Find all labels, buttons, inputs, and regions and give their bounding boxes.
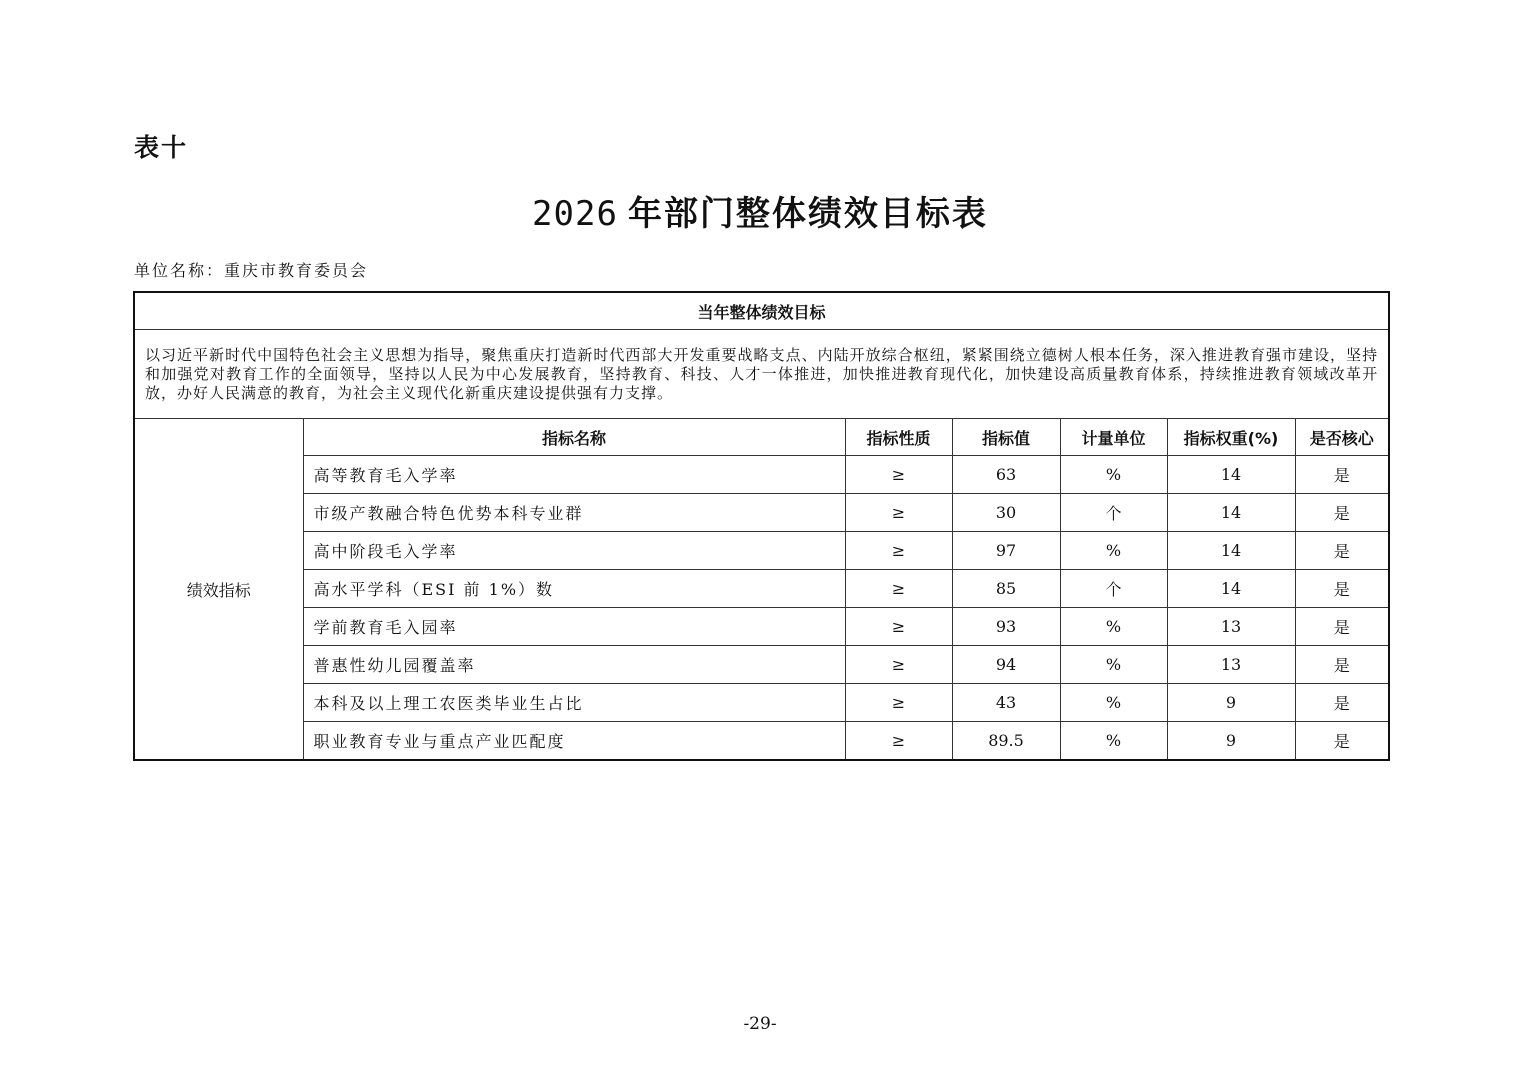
indicator-nature: ≥ xyxy=(845,494,952,532)
indicator-name: 学前教育毛入园率 xyxy=(303,608,845,646)
table-row xyxy=(134,684,1389,722)
indicator-weight: 13 xyxy=(1167,608,1295,646)
indicator-nature: ≥ xyxy=(845,608,952,646)
indicator-nature: ≥ xyxy=(845,456,952,494)
indicator-unit: 个 xyxy=(1060,570,1167,608)
title-main: 年部门整体绩效目标表 xyxy=(627,194,988,234)
goal-text-row xyxy=(134,330,1389,419)
table-row xyxy=(134,494,1389,532)
indicator-core: 是 xyxy=(1295,684,1389,722)
indicator-value: 63 xyxy=(952,456,1060,494)
page-title xyxy=(0,186,1520,235)
indicator-unit: % xyxy=(1060,532,1167,570)
column-header-row xyxy=(134,419,1389,456)
indicator-value: 30 xyxy=(952,494,1060,532)
indicator-core: 是 xyxy=(1295,570,1389,608)
table-row xyxy=(134,608,1389,646)
col-header-nature: 指标性质 xyxy=(845,419,952,456)
indicator-weight: 13 xyxy=(1167,646,1295,684)
indicator-unit: 个 xyxy=(1060,494,1167,532)
indicator-core: 是 xyxy=(1295,608,1389,646)
table-row xyxy=(134,646,1389,684)
indicator-unit: % xyxy=(1060,684,1167,722)
title-year: 2026 xyxy=(532,194,618,234)
indicator-value: 97 xyxy=(952,532,1060,570)
indicator-value: 94 xyxy=(952,646,1060,684)
table-row xyxy=(134,456,1389,494)
col-header-value: 指标值 xyxy=(952,419,1060,456)
indicator-nature: ≥ xyxy=(845,684,952,722)
indicator-unit: % xyxy=(1060,608,1167,646)
indicator-core: 是 xyxy=(1295,532,1389,570)
col-header-core: 是否核心 xyxy=(1295,419,1389,456)
section-header-row xyxy=(134,292,1389,330)
indicator-name: 职业教育专业与重点产业匹配度 xyxy=(303,722,845,761)
col-header-unit: 计量单位 xyxy=(1060,419,1167,456)
indicator-name: 高水平学科（ESI 前 1%）数 xyxy=(303,570,845,608)
indicator-core: 是 xyxy=(1295,722,1389,761)
indicator-value: 85 xyxy=(952,570,1060,608)
section-header: 当年整体绩效目标 xyxy=(134,292,1389,330)
table-row xyxy=(134,570,1389,608)
indicator-nature: ≥ xyxy=(845,646,952,684)
indicator-weight: 14 xyxy=(1167,570,1295,608)
indicator-name: 普惠性幼儿园覆盖率 xyxy=(303,646,845,684)
indicator-nature: ≥ xyxy=(845,722,952,761)
table-row xyxy=(134,532,1389,570)
indicator-core: 是 xyxy=(1295,646,1389,684)
unit-name-line: 单位名称：重庆市教育委员会 xyxy=(134,261,369,280)
indicator-value: 43 xyxy=(952,684,1060,722)
indicator-name: 市级产教融合特色优势本科专业群 xyxy=(303,494,845,532)
group-label-performance-indicators: 绩效指标 xyxy=(134,419,303,761)
page-number: -29- xyxy=(743,1014,777,1034)
indicator-core: 是 xyxy=(1295,494,1389,532)
indicator-value: 89.5 xyxy=(952,722,1060,761)
indicator-unit: % xyxy=(1060,722,1167,761)
col-header-name: 指标名称 xyxy=(303,419,845,456)
indicator-name: 本科及以上理工农医类毕业生占比 xyxy=(303,684,845,722)
indicator-unit: % xyxy=(1060,646,1167,684)
indicator-unit: % xyxy=(1060,456,1167,494)
indicator-name: 高中阶段毛入学率 xyxy=(303,532,845,570)
indicator-weight: 14 xyxy=(1167,456,1295,494)
indicator-weight: 9 xyxy=(1167,684,1295,722)
indicator-name: 高等教育毛入学率 xyxy=(303,456,845,494)
col-header-weight: 指标权重(%) xyxy=(1167,419,1295,456)
indicator-nature: ≥ xyxy=(845,532,952,570)
indicator-weight: 14 xyxy=(1167,532,1295,570)
table-label: 表十 xyxy=(134,133,189,162)
indicator-core: 是 xyxy=(1295,456,1389,494)
indicator-nature: ≥ xyxy=(845,570,952,608)
indicator-weight: 14 xyxy=(1167,494,1295,532)
indicator-weight: 9 xyxy=(1167,722,1295,761)
goal-description: 以习近平新时代中国特色社会主义思想为指导，聚焦重庆打造新时代西部大开发重要战略支点、内陆开放综合枢纽，紧紧围绕立德树人根本任务，深入推进教育强市建设，坚持和加强党对教育工作的全面领导，坚持以人民为中心发展教育，坚持教育、科技、人才一体推进，加快推进教育现代化，加快建设高质量教育体系，持续推进教育领域改革开放，办好人民满意的教育，为社会主义现代化新重庆建设提供强有力支撑。 xyxy=(134,330,1389,419)
indicator-value: 93 xyxy=(952,608,1060,646)
table-row xyxy=(134,722,1389,761)
performance-goal-table xyxy=(133,291,1390,761)
